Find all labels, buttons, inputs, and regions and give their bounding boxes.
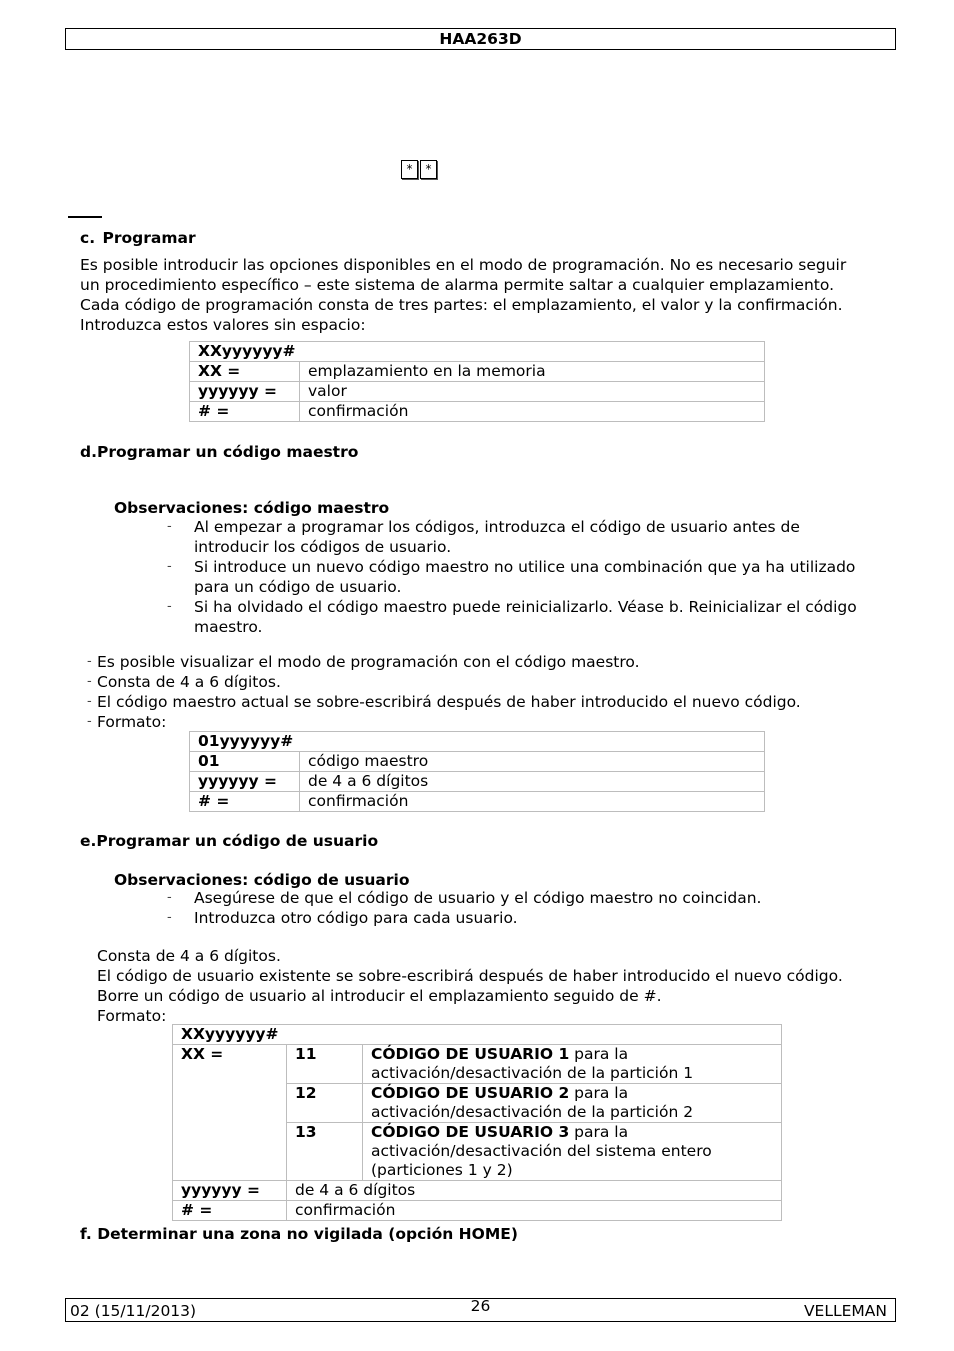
section-title: Programar un código de usuario (96, 832, 379, 850)
list-item-line: maestro. (194, 618, 263, 636)
section-letter: d. (80, 443, 97, 461)
list-item-line: - Al empezar a programar los códigos, introduzca el código de usuario antes de (194, 518, 800, 536)
paragraph-line: Consta de 4 a 6 dígitos. (97, 947, 281, 965)
table-key: # = (190, 792, 300, 812)
table-head: XXyyyyyy# (173, 1025, 782, 1045)
table-value: de 4 a 6 dígitos (300, 772, 765, 792)
observations-user-title: Observaciones: código de usuario (114, 871, 410, 889)
code-text: para la (569, 1045, 629, 1063)
table-value: confirmación (300, 792, 765, 812)
section-c-heading (80, 228, 196, 248)
table-key: XX = (173, 1045, 287, 1181)
code-number: 12 (287, 1084, 363, 1123)
format-table-general (189, 341, 765, 422)
table-value: valor (300, 382, 765, 402)
star-key-icon: * (401, 160, 418, 179)
section-letter: c. (80, 229, 96, 247)
table-value: emplazamiento en la memoria (300, 362, 765, 382)
paragraph-line: un procedimiento específico – este sistema de alarma permite saltar a cualquier emplazamiento. (80, 276, 834, 294)
code-text: activación/desactivación de la partición 2 (371, 1103, 694, 1121)
page-number: 26 (470, 1297, 491, 1315)
model-name: HAA263D (439, 30, 522, 48)
list-item-line: para un código de usuario. (194, 578, 402, 596)
list-item: - Formato: (84, 712, 884, 732)
section-d-heading (80, 442, 358, 462)
table-head: XXyyyyyy# (190, 342, 765, 362)
format-table-user (172, 1024, 782, 1221)
paragraph-line: Borre un código de usuario al introducir el emplazamiento seguido de #. (97, 987, 662, 1005)
code-label: CÓDIGO DE USUARIO 1 (371, 1045, 570, 1063)
version-date: 02 (15/11/2013) (70, 1302, 197, 1320)
table-key: yyyyyy = (190, 382, 300, 402)
list-item (194, 597, 894, 637)
section-title: Programar un código maestro (96, 443, 359, 461)
paragraph-line: Introduzca estos valores sin espacio: (80, 316, 366, 334)
table-value: código maestro (300, 752, 765, 772)
observations-master-list (194, 517, 894, 637)
code-number: 11 (287, 1045, 363, 1084)
code-text: activación/desactivación de la partición 1 (371, 1064, 694, 1082)
list-item (194, 557, 894, 597)
list-item: - Es posible visualizar el modo de programación con el código maestro. (84, 652, 884, 672)
list-item: - El código maestro actual se sobre-escribirá después de haber introducido el nuevo código. (84, 692, 884, 712)
format-table-master (189, 731, 765, 812)
list-item-line: introducir los códigos de usuario. (194, 538, 452, 556)
code-description (363, 1123, 782, 1181)
table-head: 01yyyyyy# (190, 732, 765, 752)
table-key: XX = (190, 362, 300, 382)
table-key: yyyyyy = (190, 772, 300, 792)
list-item: - Consta de 4 a 6 dígitos. (84, 672, 884, 692)
section-divider (68, 216, 102, 218)
table-key: 01 (190, 752, 300, 772)
user-code-notes (97, 946, 897, 1026)
code-description (363, 1045, 782, 1084)
table-value: confirmación (287, 1201, 782, 1221)
paragraph-line: Formato: (97, 1007, 167, 1025)
table-value: de 4 a 6 dígitos (287, 1181, 782, 1201)
table-key: yyyyyy = (173, 1181, 287, 1201)
code-text: activación/desactivación del sistema entero (371, 1142, 712, 1160)
list-item: - Asegúrese de que el código de usuario y el código maestro no coincidan. (194, 888, 894, 908)
section-c-paragraph (80, 255, 900, 335)
table-value: confirmación (300, 402, 765, 422)
star-key-icon: * (420, 160, 437, 179)
master-code-notes (84, 652, 884, 732)
brand-name: VELLEMAN (803, 1302, 887, 1320)
paragraph-line: Es posible introducir las opciones disponibles en el modo de programación. No es necesario seguir (80, 256, 847, 274)
paragraph-line: Cada código de programación consta de tres partes: el emplazamiento, el valor y la confirmación. (80, 296, 843, 314)
code-text: para la (569, 1084, 629, 1102)
section-f-heading (80, 1224, 518, 1244)
code-label: CÓDIGO DE USUARIO 3 (371, 1123, 570, 1141)
code-description (363, 1084, 782, 1123)
code-label: CÓDIGO DE USUARIO 2 (371, 1084, 570, 1102)
document-header (65, 28, 896, 50)
list-item-line: - Si ha olvidado el código maestro puede reinicializarlo. Véase b. Reinicializar el código (194, 598, 857, 616)
list-item: - Introduzca otro código para cada usuario. (194, 908, 894, 928)
section-letter: e. (80, 832, 97, 850)
code-number: 13 (287, 1123, 363, 1181)
star-keys-icon (401, 160, 439, 180)
list-item (194, 517, 894, 557)
code-text: (particiones 1 y 2) (371, 1161, 513, 1179)
section-e-heading (80, 831, 378, 851)
code-text: para la (569, 1123, 629, 1141)
observations-master-title: Observaciones: código maestro (114, 499, 390, 517)
table-key: # = (173, 1201, 287, 1221)
table-key: # = (190, 402, 300, 422)
section-letter: f. (80, 1225, 92, 1243)
list-item-line: - Si introduce un nuevo código maestro no utilice una combinación que ya ha utilizado (194, 558, 856, 576)
section-title: Determinar una zona no vigilada (opción HOME) (97, 1225, 518, 1243)
section-title: Programar (102, 229, 196, 247)
document-footer (65, 1298, 896, 1322)
paragraph-line: El código de usuario existente se sobre-escribirá después de haber introducido el nuevo código. (97, 967, 843, 985)
observations-user-list (194, 888, 894, 928)
